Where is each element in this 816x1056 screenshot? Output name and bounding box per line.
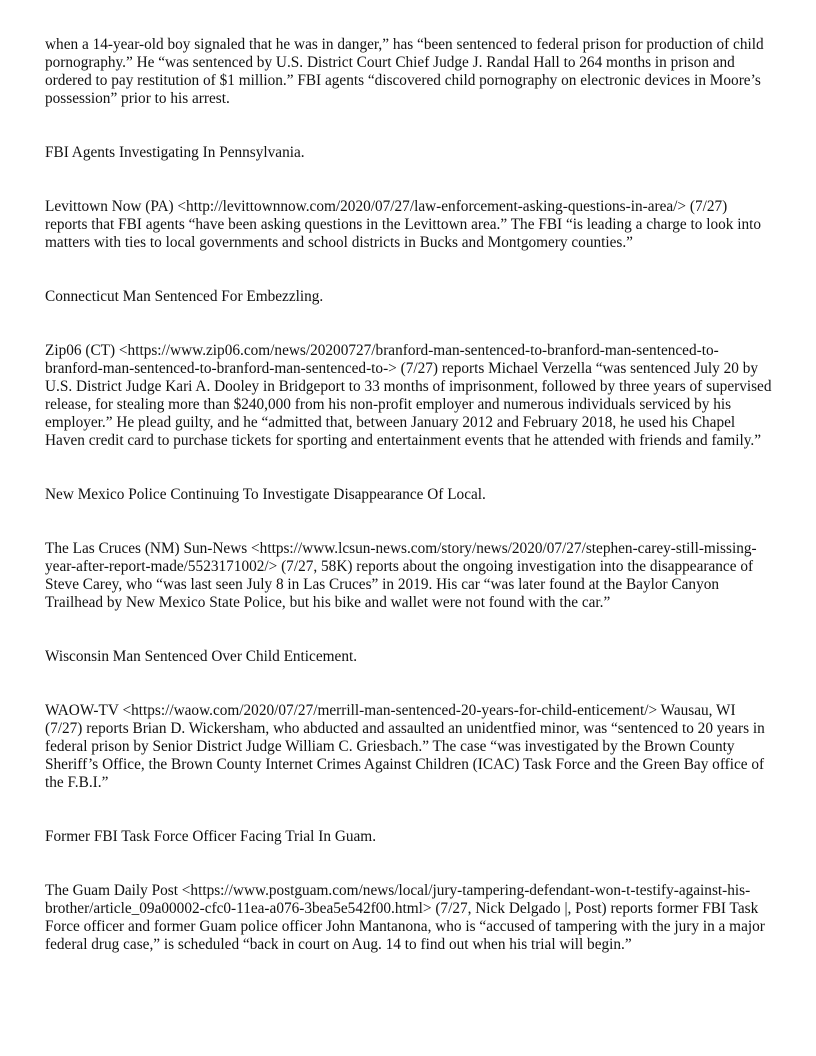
document-page (45, 36, 773, 954)
article-body-pennsylvania: Levittown Now (PA) <http://levittownnow.com/2020/07/27/law-enforcement-asking-questions-in-area/> (7/27) reports that FBI agents “have been asking questions in the Levittown area.” The FBI “is leading a charge to look into matters with ties to local governments and school districts in Bucks and Montgomery counties.” (45, 198, 762, 251)
article-body-wisconsin: WAOW-TV <https://waow.com/2020/07/27/merrill-man-sentenced-20-years-for-child-enticement/> Wausau, WI (7/27) reports Brian D. Wickersham, who abducted and assaulted an unidentfied minor, was “sentenced to 20 years in federal prison by Senior District Judge William C. Griesbach.” The case “was investigated by the Brown County Sheriff’s Office, the Brown County Internet Crimes Against Children (ICAC) Task Force and the Green Bay office of the F.B.I.” (45, 702, 765, 791)
headline-wisconsin: Wisconsin Man Sentenced Over Child Enticement. (45, 648, 358, 665)
article-body-moore: when a 14-year-old boy signaled that he was in danger,” has “been sentenced to federal prison for production of child pornography.” He “was sentenced by U.S. District Court Chief Judge J. Randal Hall to 264 months in prison and ordered to pay restitution of $1 million.” FBI agents “discovered child pornography on electronic devices in Moore’s possession” prior to his arrest. (45, 36, 764, 107)
article-body-new-mexico: The Las Cruces (NM) Sun-News <https://www.lcsun-news.com/story/news/2020/07/27/stephen-carey-still-missing-year-after-report-made/5523171002/> (7/27, 58K) reports about the ongoing investigation into the disappearance of Steve Carey, who “was last seen July 8 in Las Cruces” in 2019. His car “was later found at the Baylor Canyon Trailhead by New Mexico State Police, but his bike and wallet were not found with the car.” (45, 540, 757, 611)
headline-guam: Former FBI Task Force Officer Facing Trial In Guam. (45, 828, 377, 845)
headline-pennsylvania: FBI Agents Investigating In Pennsylvania. (45, 144, 305, 161)
article-body-connecticut: Zip06 (CT) <https://www.zip06.com/news/20200727/branford-man-sentenced-to-branford-man-sentenced-to-branford-man-sentenced-to-branford-man-sentenced-to-> (7/27) reports Michael Verzella “was sentenced July 20 by U.S. District Judge Kari A. Dooley in Bridgeport to 33 months of imprisonment, followed by three years of supervised release, for stealing more than $240,000 from his non-profit employer and numerous individuals serviced by his employer.” He plead guilty, and he “admitted that, between January 2012 and February 2018, he used his Chapel Haven credit card to purchase tickets for sporting and entertainment events that he attended with friends and family.” (45, 342, 772, 449)
article-body-guam: The Guam Daily Post <https://www.postguam.com/news/local/jury-tampering-defendant-won-t-testify-against-his-brother/article_09a00002-cfc0-11ea-a076-3bea5e542f00.html> (7/27, Nick Delgado |, Post) reports former FBI Task Force officer and former Guam police officer John Mantanona, who is “accused of tampering with the jury in a major federal drug case,” is scheduled “back in court on Aug. 14 to find out when his trial will begin.” (45, 882, 765, 953)
headline-new-mexico: New Mexico Police Continuing To Investigate Disappearance Of Local. (45, 486, 486, 503)
headline-connecticut: Connecticut Man Sentenced For Embezzling. (45, 288, 324, 305)
